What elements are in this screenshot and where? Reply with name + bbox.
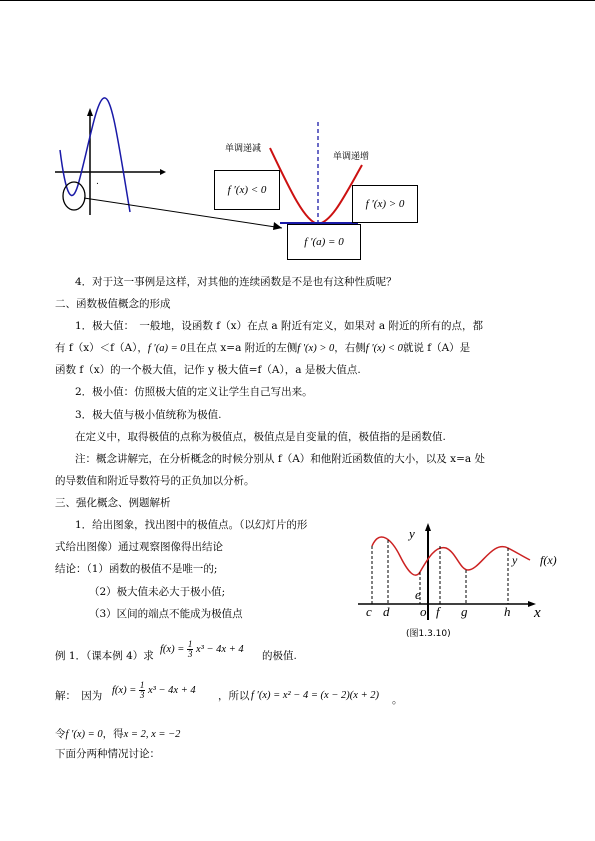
figure2-e-label: e: [415, 587, 421, 602]
text-line-3: 1．极大值： 一般地，设函数 f（x）在点 a 附近有定义，如果对 a 附近的所有的点，都: [75, 320, 483, 332]
label-increasing: 单调递增: [333, 152, 370, 162]
text-line-10: 的导数值和附近导数符号的正负加以分析。: [55, 475, 255, 487]
text-line-8: 在定义中，取得极值的点称为极值点，极值点是自变量的值，极值指的是函数值.: [75, 431, 446, 443]
conclusion-1: 结论：（1）函数的极值不是唯一的;: [55, 563, 218, 575]
example-1-function: f(x) = $\frac{1}{3}$ x³ − 4x + 4: [160, 639, 244, 659]
figure1-dot: .: [96, 177, 99, 187]
box-derivative-positive: f ′(x) > 0: [352, 185, 418, 223]
tick-d: d: [383, 604, 390, 619]
solution-so: ，所以: [218, 690, 250, 702]
text-line-7: 3．极大值与极小值统称为极值.: [75, 409, 222, 421]
tick-h: h: [504, 604, 511, 619]
text-line-1: 4．对于这一事例是这样，对其他的连续函数是不是也有这种性质呢？: [75, 276, 397, 288]
text-line-13: 式给出图像）通过观察图像得出结论: [55, 541, 223, 553]
text-line-5: 函数 f（x）的一个极大值，记作 y 极大值=f（A），a 是极大值点.: [55, 364, 361, 376]
text-line-4: 有 f（x）＜f（A），f ′(a) = 0且在点 x=a 附近的左侧f ′(x) > 0，右侧f ′(x) < 0就说 f（A）是: [55, 342, 471, 354]
tick-f: f: [436, 604, 440, 619]
figure2-x-axis-label: x: [534, 605, 541, 621]
solution-derivative: f ′(x) = x² − 4 = (x − 2)(x + 2): [251, 690, 380, 701]
figure2-fx-label: f(x): [540, 553, 557, 567]
label-decreasing: 单调递减: [225, 144, 262, 154]
example-1-prefix: 例 1．（课本例 4）求: [55, 650, 154, 662]
solution-function: f(x) = $\frac{1}{3}$ x³ − 4x + 4: [112, 680, 196, 700]
box-derivative-zero: f ′(a) = 0: [287, 224, 361, 260]
tick-g: g: [461, 604, 468, 619]
section-heading-2: 二、函数极值概念的形成: [55, 298, 171, 310]
text-line-6: 2．极小值：仿照极大值的定义让学生自己写出来。: [75, 386, 313, 398]
example-1-suffix: 的极值.: [262, 650, 297, 662]
conclusion-2: （2）极大值未必大于极小值;: [89, 586, 226, 598]
section-heading-3: 三、强化概念、例题解析: [55, 497, 171, 509]
figure2-y-mark: y: [512, 553, 518, 567]
tick-c: c: [366, 604, 372, 619]
box-derivative-negative: f ′(x) < 0: [214, 170, 280, 210]
text-line-9: 注：概念讲解完，在分析概念的时候分别从 f（A）和他附近函数值的大小，以及 x=a 处: [75, 453, 485, 465]
solution-period: 。: [392, 694, 403, 706]
figure2-y-axis-label: y: [409, 526, 415, 541]
figure2-caption: (图1.3.10): [406, 629, 451, 639]
let-label: 令f ′(x) = 0，得x = 2, x = −2: [55, 728, 181, 740]
text-line-20: 下面分两种情况讨论：: [55, 748, 160, 760]
tick-o: o: [420, 604, 427, 619]
conclusion-3: （3）区间的端点不能成为极值点: [89, 608, 243, 620]
solution-prefix: 解： 因为: [55, 690, 103, 702]
text-line-12: 1．给出图象，找出图中的极值点。（以幻灯片的形: [75, 519, 308, 531]
